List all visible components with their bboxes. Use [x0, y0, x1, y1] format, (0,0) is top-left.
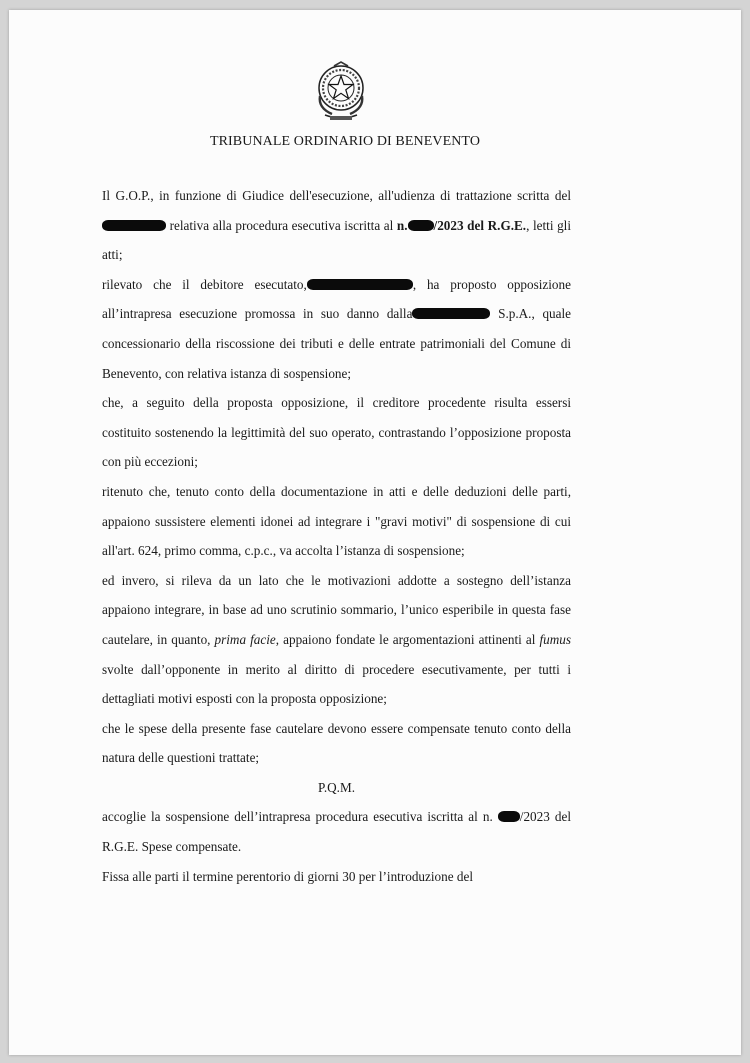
procedure-number-suffix: /2023 del R.G.E.: [433, 217, 527, 233]
redaction: [102, 220, 166, 231]
procedure-number-label: n.: [396, 217, 408, 233]
paragraph-2: [102, 270, 571, 388]
paragraph-4: ritenuto che, tenuto conto della documentazione in atti e delle deduzioni delle parti, appaiono sussistere elementi idonei ad integrare i "gravi motivi" di sospensione di cui all'art. 624, primo comma, c.p.c., va accolta l’istanza di sospensione;: [102, 483, 571, 559]
redaction: [498, 811, 520, 822]
text-span: accoglie la sospensione dell’intrapresa procedura esecutiva iscritta al n.: [102, 809, 493, 825]
italic-term: prima facie: [214, 631, 276, 647]
paragraph-1: [102, 181, 571, 270]
text-span: svolte dall’opponente in merito al diritto di procedere esecutivamente, per tutti i dettagliati motivi esposti con la proposta opposizione;: [102, 661, 571, 707]
text-span: ed invero, si rileva da un lato che le motivazioni addotte a sostegno dell’istanza appaiono integrare, in base ad uno scrutinio sommario, l’unico esperibile in questa fase cautelare, in quanto,: [102, 572, 571, 647]
italic-term: fumus: [539, 631, 572, 647]
paragraph-8: Fissa alle parti il termine perentorio di giorni 30 per l’introduzione del: [102, 868, 473, 884]
text-span: , letti gli atti;: [102, 217, 572, 263]
redaction: [307, 279, 413, 290]
paragraph-3: che, a seguito della proposta opposizione, il creditore procedente risulta essersi costituito sostenendo la legittimità del suo operato, contrastando l’opposizione proposta con più eccezioni;: [102, 395, 571, 470]
court-name: TRIBUNALE ORDINARIO DI BENEVENTO: [209, 134, 481, 149]
text-span: S.p.A., quale concessionario della riscossione dei tributi e delle entrate patrimoniali del Comune di Benevento, con relativa istanza di sospensione;: [102, 306, 572, 381]
italian-republic-emblem-icon: [312, 58, 370, 122]
text-span: rilevato che il debitore esecutato,: [102, 276, 307, 292]
redaction: [408, 220, 434, 231]
document-page: [9, 10, 741, 1055]
paragraph-7: [102, 802, 571, 861]
paragraph-6: che le spese della presente fase cautelare devono essere compensate tenuto conto della natura delle questioni trattate;: [102, 720, 571, 766]
redaction: [412, 308, 490, 319]
text-span: , appaiono fondate le argomentazioni attinenti al: [275, 631, 536, 647]
text-span: , ha proposto opposizione all’intrapresa esecuzione promossa in suo danno dalla: [102, 276, 571, 322]
pqm-heading: P.Q.M.: [317, 779, 355, 795]
text-span: relativa alla procedura esecutiva iscritta al: [169, 217, 394, 233]
paragraph-5: [102, 566, 571, 714]
text-span: /2023 del R.G.E. Spese compensate.: [102, 809, 571, 855]
text-span: Il G.O.P., in funzione di Giudice dell'esecuzione, all'udienza di trattazione scritta del: [102, 188, 571, 203]
document-body: [102, 181, 571, 891]
